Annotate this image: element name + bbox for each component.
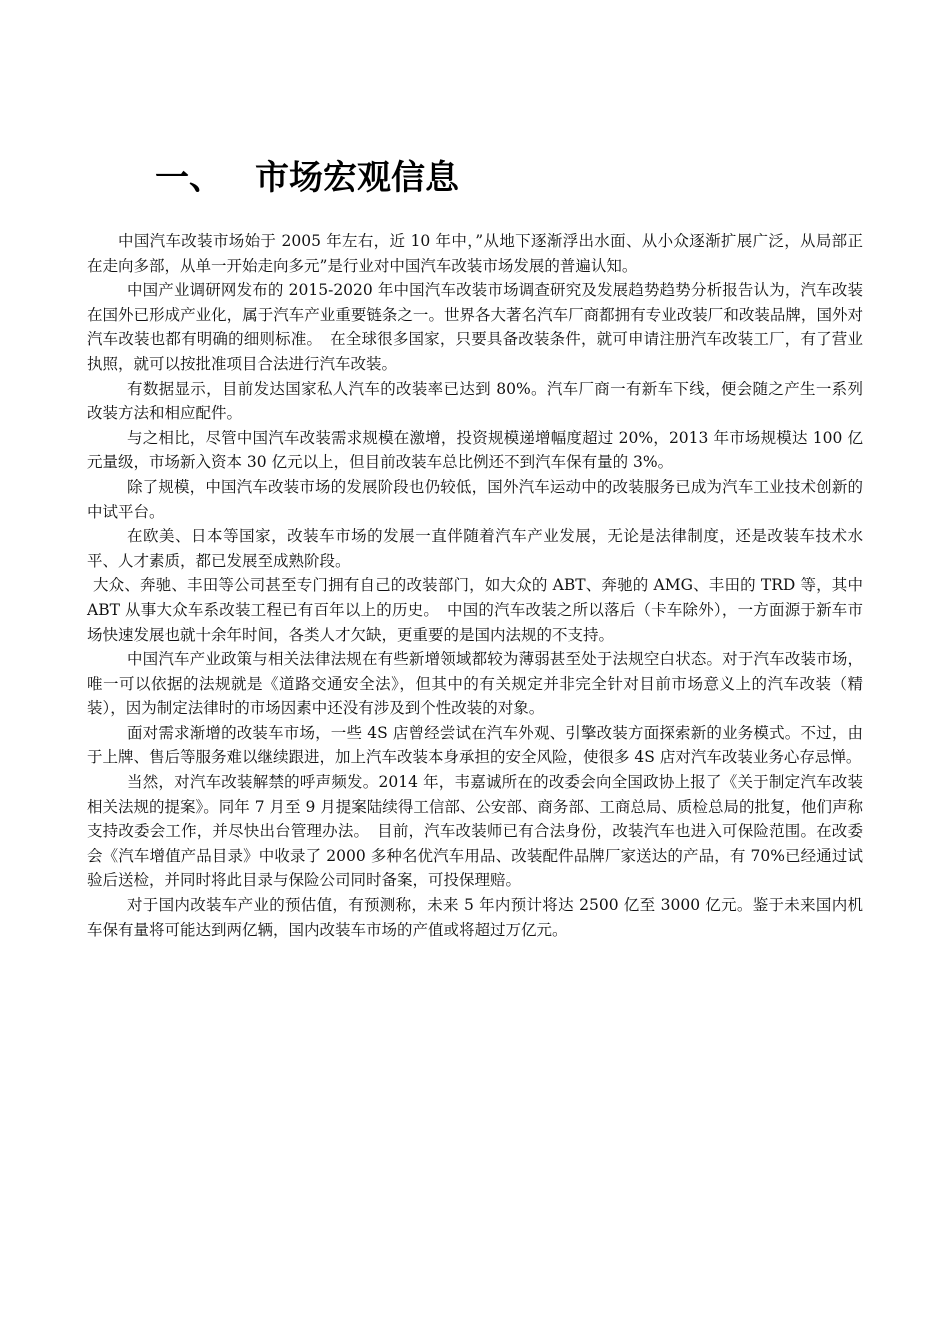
paragraph: 当然，对汽车改装解禁的呼声频发。2014 年，韦嘉诚所在的改委会向全国政协上报了《关于制定汽车改装相关法规的提案》。同年 7 月至 9 月提案陆续得工信部、公安部、商务部、工商总局、质检总局的批复，他们声称支持改委会工作，并尽快出台管理办法。 目前，汽车改装师已有合法身份，改装汽车也进入可保险范围。在改委会《汽车增值产品目录》中收录了 2000 多种名优汽车用品、改装配件品牌厂家送达的产品，有 70%已经通过试验后送检，并同时将此目录与保险公司同时备案，可投保理赔。 (87, 773, 863, 890)
paragraph: 中国汽车改装市场始于 2005 年左右，近 10 年中，”从地下逐渐浮出水面、从小众逐渐扩展广泛，从局部正在走向多部，从单一开始走向多元”是行业对中国汽车改装市场发展的普遍认知。 (87, 232, 863, 275)
paragraph: 大众、奔驰、丰田等公司甚至专门拥有自己的改装部门，如大众的 ABT、奔驰的 AMG、丰田的 TRD 等，其中 ABT 从事大众车系改装工程已有百年以上的历史。 中国的汽车改装之所以落后（卡车除外），一方面源于新车市场快速发展也就十余年时间，各类人才欠缺，更重要的是国内法规的不支持。 (87, 576, 863, 644)
paragraph: 有数据显示，目前发达国家私人汽车的改装率已达到 80%。汽车厂商一有新车下线，便会随之产生一系列改装方法和相应配件。 (87, 379, 863, 423)
paragraph: 面对需求渐增的改装车市场，一些 4S 店曾经尝试在汽车外观、引擎改装方面探索新的业务模式。不过，由于上牌、售后等服务难以继续跟进，加上汽车改装本身承担的安全风险，使很多 4S 店对汽车改装业务心存忌惮。 (87, 723, 863, 767)
section-title: 市场宏观信息 (255, 158, 459, 198)
paragraph: 与之相比，尽管中国汽车改装需求规模在激增，投资规模递增幅度超过 20%，2013 年市场规模达 100 亿元量级，市场新入资本 30 亿元以上，但目前改装车总比例还不到汽车保有量的 3%。 (87, 428, 863, 472)
paragraph: 中国产业调研网发布的 2015-2020 年中国汽车改装市场调查研究及发展趋势趋势分析报告认为，汽车改装在国外已形成产业化，属于汽车产业重要链条之一。世界各大著名汽车厂商都拥有专业改装厂和改装品牌，国外对汽车改装也都有明确的细则标准。 在全球很多国家，只要具备改装条件，就可申请注册汽车改装工厂，有了营业执照，就可以按批准项目合法进行汽车改装。 (87, 281, 863, 373)
body-text (87, 229, 863, 942)
paragraph: 中国汽车产业政策与相关法律法规在有些新增领域都较为薄弱甚至处于法规空白状态。对于汽车改装市场，唯一可以依据的法规就是《道路交通安全法》，但其中的有关规定并非完全针对目前市场意义上的汽车改装（精装），因为制定法律时的市场因素中还没有涉及到个性改装的对象。 (87, 650, 863, 718)
paragraph: 在欧美、日本等国家，改装车市场的发展一直伴随着汽车产业发展，无论是法律制度，还是改装车技术水平、人才素质，都已发展至成熟阶段。 (87, 527, 863, 570)
section-number: 一、 (155, 158, 223, 198)
paragraph: 除了规模，中国汽车改装市场的发展阶段也仍较低，国外汽车运动中的改装服务已成为汽车工业技术创新的中试平台。 (87, 477, 863, 521)
paragraph: 对于国内改装车产业的预估值，有预测称，未来 5 年内预计将达 2500 亿至 3000 亿元。鉴于未来国内机车保有量将可能达到两亿辆，国内改装车市场的产值或将超过万亿元。 (87, 896, 863, 939)
section-heading (155, 150, 459, 199)
